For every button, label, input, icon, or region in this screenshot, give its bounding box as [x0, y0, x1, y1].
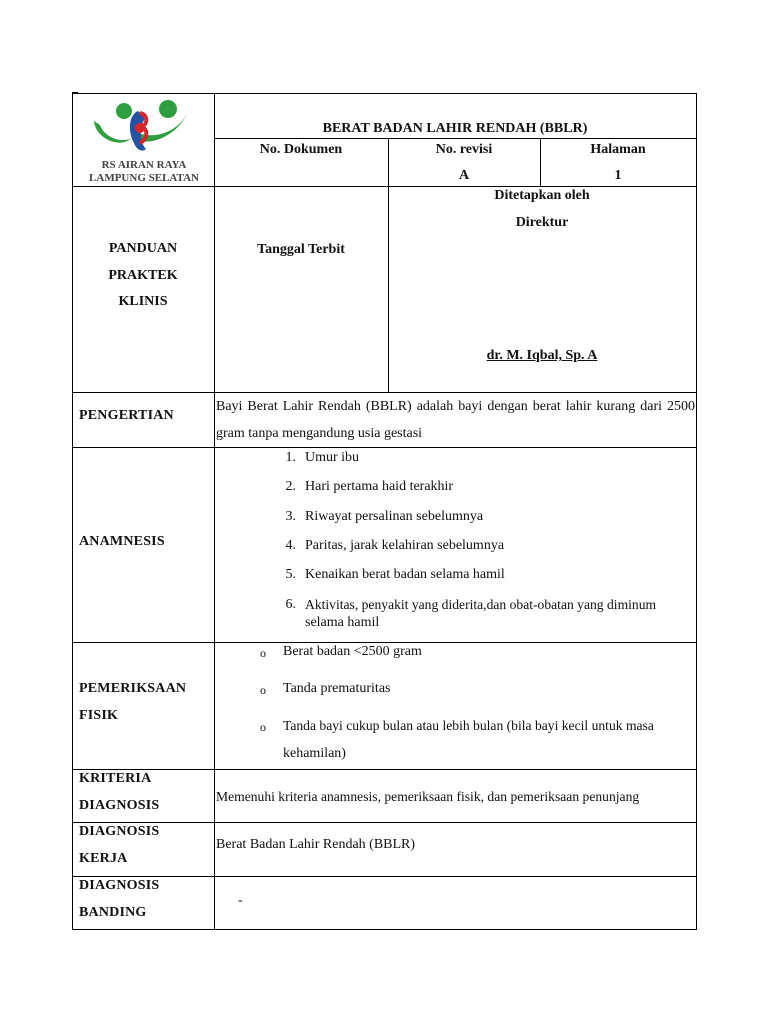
kriteria-label-line2: DIAGNOSIS	[79, 798, 160, 813]
list-item: Kenaikan berat badan selama hamil	[305, 567, 505, 582]
grid-line	[72, 876, 696, 877]
list-item: Hari pertama haid terakhir	[305, 479, 454, 494]
revision-label: No. revisi	[435, 142, 493, 157]
table-border-bottom	[72, 929, 696, 930]
approved-by-line1: Ditetapkan oleh	[494, 188, 590, 203]
logo-emblem-icon	[76, 97, 212, 159]
pemeriksaan-label-line2: FISIK	[79, 708, 119, 723]
kriteria-label-line1: KRITERIA	[79, 771, 152, 786]
list-number: 3.	[285, 509, 296, 524]
banding-text: -	[238, 893, 243, 908]
doc-type-line1: PANDUAN	[108, 241, 178, 256]
list-item: Paritas, jarak kelahiran sebelumnya	[305, 538, 505, 553]
grid-line	[72, 769, 696, 770]
table-border-top	[72, 93, 696, 94]
page-value: 1	[614, 168, 622, 183]
exam-item-continuation: kehamilan)	[283, 746, 346, 761]
grid-line	[72, 822, 696, 823]
pengertian-text: Bayi Berat Lahir Rendah (BBLR) adalah bayi dengan berat lahir kurang dari 2500 gram tanpa mengandung usia gestasi	[216, 399, 695, 441]
kerja-label-line1: DIAGNOSIS	[79, 824, 160, 839]
grid-line	[72, 447, 696, 448]
approved-by-line2: Direktur	[515, 215, 569, 230]
kriteria-text: Memenuhi kriteria anamnesis, pemeriksaan fisik, dan pemeriksaan penunjang	[216, 789, 640, 804]
banding-label-line1: DIAGNOSIS	[79, 878, 160, 893]
exam-item: Tanda bayi cukup bulan atau lebih bulan (bila bayi kecil untuk masa	[283, 718, 654, 733]
revision-value: A	[458, 168, 470, 183]
grid-line	[214, 93, 215, 930]
hospital-name-line1: RS AIRAN RAYA	[101, 159, 187, 171]
exam-item: Berat badan <2500 gram	[283, 644, 422, 659]
hospital-logo	[76, 97, 212, 185]
list-item: Umur ibu	[305, 450, 360, 465]
doc-type-line3: KLINIS	[118, 294, 168, 309]
hospital-name-line2: LAMPUNG SELATAN	[89, 172, 199, 184]
list-item: Riwayat persalinan sebelumnya	[305, 509, 484, 524]
document-title: BERAT BADAN LAHIR RENDAH (BBLR)	[322, 121, 588, 136]
bullet-icon: o	[260, 646, 266, 660]
kerja-label-line2: KERJA	[79, 851, 128, 866]
issue-date-label: Tanggal Terbit	[257, 242, 345, 257]
list-number: 4.	[285, 538, 296, 553]
list-number: 2.	[285, 479, 296, 494]
list-number: 6.	[285, 597, 296, 612]
pemeriksaan-label-line1: PEMERIKSAAN	[79, 681, 187, 696]
corner-mark	[72, 92, 78, 93]
page-label: Halaman	[590, 142, 646, 157]
anamnesis-label: ANAMNESIS	[79, 534, 165, 549]
doc-type-line2: PRAKTEK	[108, 268, 178, 283]
table-border-right	[696, 93, 697, 930]
director-name: dr. M. Iqbal, Sp. A	[486, 348, 598, 363]
pengertian-label: PENGERTIAN	[79, 408, 174, 423]
grid-line	[214, 138, 696, 139]
list-number: 5.	[285, 567, 296, 582]
exam-item: Tanda prematuritas	[283, 681, 391, 696]
list-item: Aktivitas, penyakit yang diderita,dan obat-obatan yang diminum	[305, 597, 657, 612]
table-border-left	[72, 93, 73, 930]
banding-label-line2: BANDING	[79, 905, 147, 920]
kerja-text: Berat Badan Lahir Rendah (BBLR)	[216, 837, 416, 852]
list-item-continuation: selama hamil	[305, 615, 380, 630]
list-number: 1.	[285, 450, 296, 465]
doc-number-label: No. Dokumen	[259, 142, 343, 157]
bullet-icon: o	[260, 683, 266, 697]
bullet-icon: o	[260, 720, 266, 734]
